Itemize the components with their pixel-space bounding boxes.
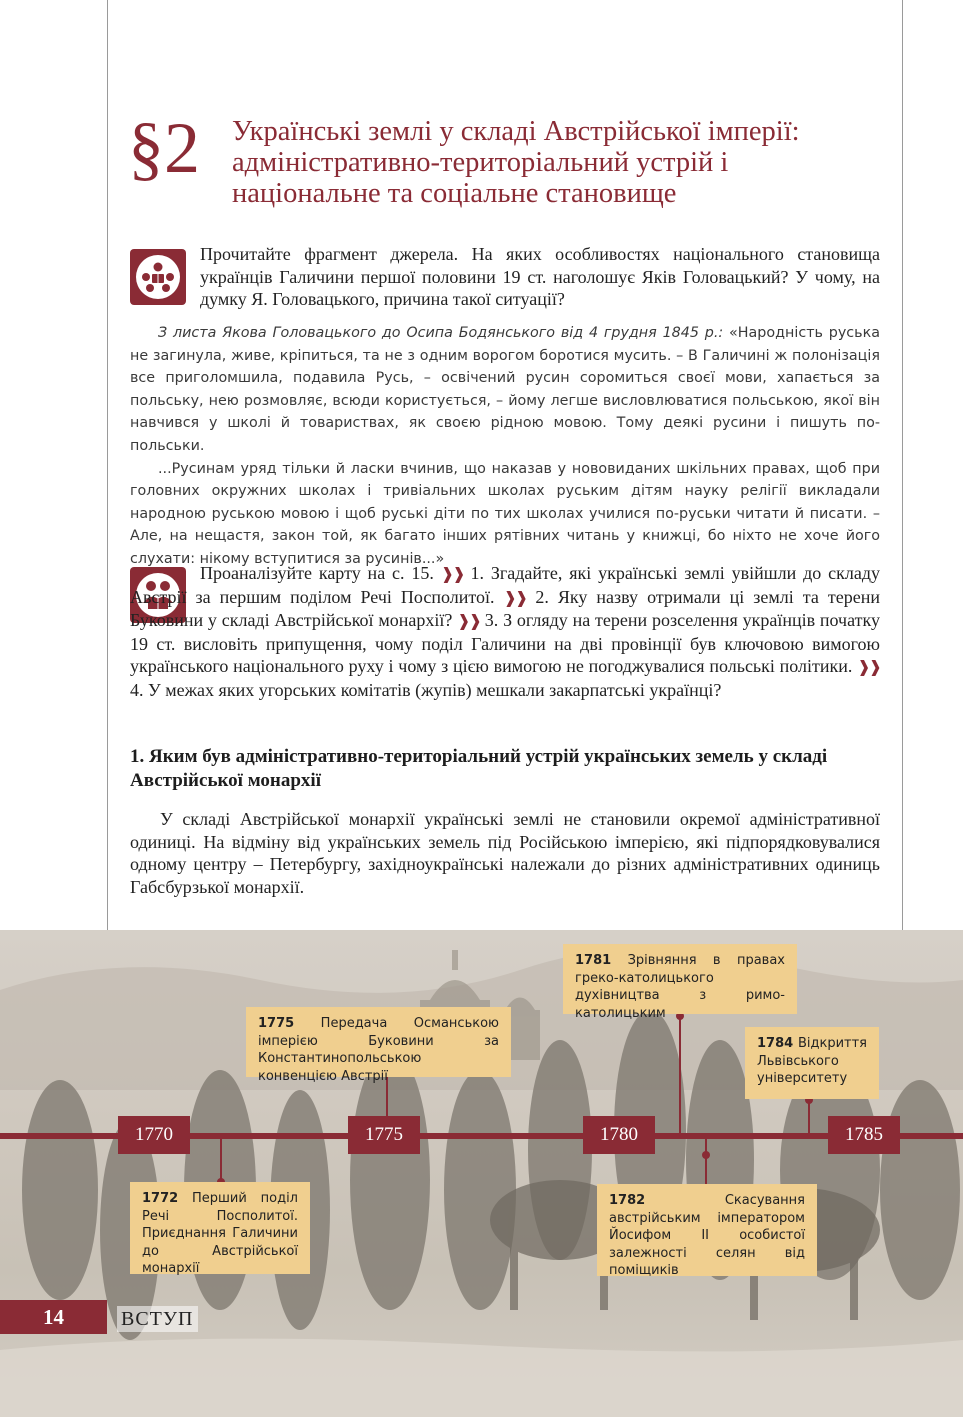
timeline-year-1775: 1775 (348, 1116, 420, 1154)
source-paragraph-1: «Народність руська не загинула, живе, кріпиться, та не з одним ворогом боротися мусить. – В Галичині ж полонізація все приголомшила, подавила Русь, – освічений русин соромиться своєї мови, хапається за польську, нею розмовляє, всюди користується, – йому легше висловлюватися польською, якої він навчився у школі й товариствах, як своєю рідною мовою. Тому деякі русини і пишуть по-польськи. (130, 325, 880, 454)
source-excerpt (130, 322, 880, 571)
subsection-paragraph: У складі Австрійської монархії українські землі не становили окремої адміністративної одиниці. На відміну від українських земель під Російською імперією, які підпорядковувалися одному центру – Петербургу, західноукраїнські належали до різних адміністративних одиниць Габсбурзької монархії. (130, 809, 880, 897)
question-marker-icon: ❱❱ (440, 564, 464, 583)
chapter-label: ВСТУП (117, 1306, 198, 1332)
page-rule-left (107, 0, 108, 930)
task-2-question-3: 3. З огляду на терени розселення українців початку 19 ст. висловіть припущення, чому поділ Галичини на дві провінції був ключовою вимогою українського національного руху і чому з цією вимогою не погоджувалися польські політики. (130, 610, 880, 676)
engraving-illustration (0, 930, 963, 1417)
source-paragraph-2: ...Русинам уряд тільки й ласки вчинив, що наказав у нововиданих шкільних правах, щоб при головних окружних школах і тривіальних школах руським дітям науку релігії викладали народною руською мовою і щоб руські діти по тих школах училися по-руськи читати й писати. – Але, на нещастя, закон той, як багато інших рятівних читань у книжці, бо ніхто не хоче його слухати: нікому вступитися за русинів...» (130, 460, 880, 567)
timeline-connector (808, 1100, 810, 1134)
task-2-question-4: 4. У межах яких угорських комітатів (жупів) мешкали закарпатські українці? (130, 679, 722, 700)
timeline-year-1770: 1770 (118, 1116, 190, 1154)
timeline-event-1784: 1784 Відкриття Львівського університету (745, 1027, 879, 1099)
question-marker-icon: ❱❱ (503, 587, 527, 607)
timeline-year-1780: 1780 (583, 1116, 655, 1154)
page-number: 14 (0, 1300, 107, 1334)
subsection-heading: 1. Яким був адміністративно-територіальний устрій українських земель у складі Австрійської монархії (130, 746, 828, 791)
reading-task-icon (130, 249, 186, 305)
source-citation: З листа Якова Головацького до Осипа Бодянського від 4 грудня 1845 р.: (158, 325, 724, 341)
timeline-event-1781: 1781 Зрівняння в правах греко-католицького духівництва з римо-католицьким (563, 944, 797, 1014)
timeline-year-1785: 1785 (828, 1116, 900, 1154)
timeline-connector (705, 1139, 707, 1185)
question-marker-icon: ❱❱ (857, 657, 881, 676)
task-2-text (130, 562, 880, 701)
task-1-text: Прочитайте фрагмент джерела. На яких особливостях національного становища українців Галичини першої половини 19 ст. наголошує Яків Головацький? У чому, на думку Я. Головацького, причина такої ситуації? (200, 244, 880, 309)
timeline-connector (679, 1014, 681, 1134)
timeline-dot (702, 1151, 710, 1159)
section-number: §2 (128, 108, 200, 188)
task-2-question-2: 2. Яку назву отримали ці землі та терени Буковини у складі Австрійської монархії? (130, 586, 880, 630)
timeline-event-1775: 1775 Передача Османською імперією Буковини за Константинопольською конвенцією Австрії (246, 1007, 511, 1077)
task-2-question-1: 1. Згадайте, які українські землі увійшли до складу Австрії за першим поділом Речі Посполитої. (130, 563, 881, 607)
task-2-intro: Проаналізуйте карту на с. 15. (200, 563, 434, 583)
question-marker-icon: ❱❱ (457, 611, 480, 630)
section-title: Українські землі у складі Австрійської імперії: адміністративно-територіальний устрій і національне та соціальне становище (232, 116, 800, 209)
timeline-event-1782: 1782 Скасування австрійським імператором Йосифом II особистої залежності селян від поміщиків (597, 1184, 817, 1276)
page-rule-right (902, 0, 903, 930)
timeline-event-1772: 1772 Перший поділ Речі Посполитої. Приєднання Галичини до Австрійської монархії (130, 1182, 310, 1274)
